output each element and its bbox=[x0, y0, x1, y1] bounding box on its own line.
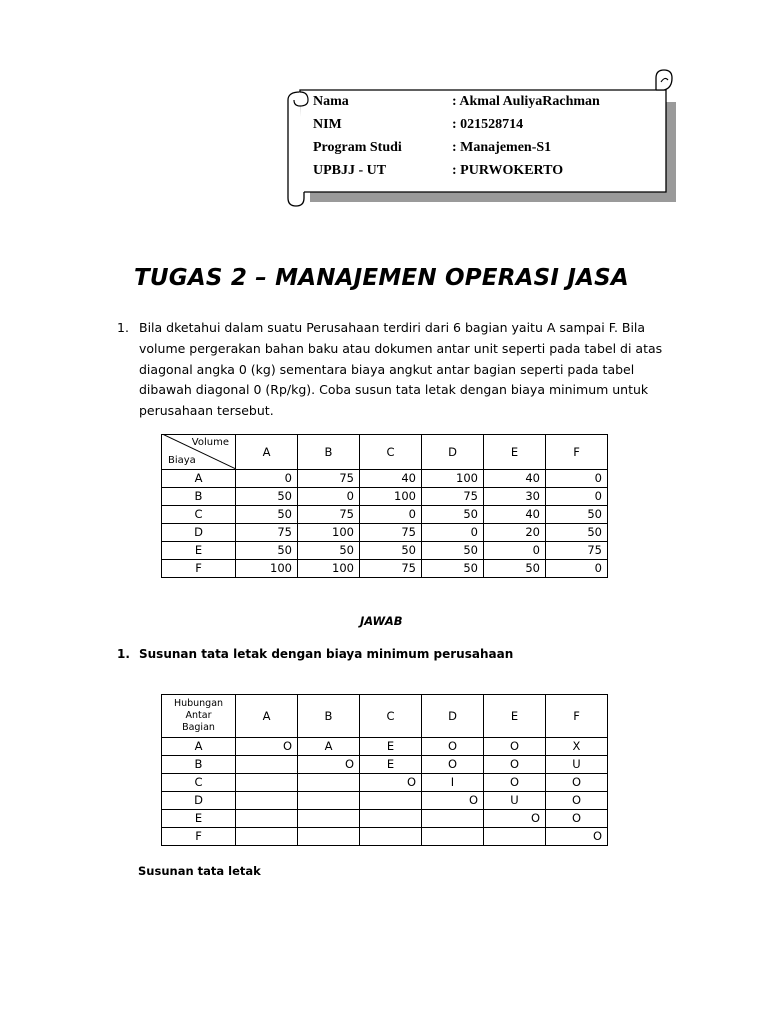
relation-cell: O bbox=[484, 774, 546, 792]
relation-table bbox=[161, 694, 608, 846]
table-row bbox=[162, 560, 608, 578]
corner-label-biaya: Biaya bbox=[168, 455, 196, 466]
table-cell: 50 bbox=[484, 560, 546, 578]
identity-value: : 021528714 bbox=[452, 117, 524, 132]
table-cell: 75 bbox=[360, 524, 422, 542]
table-cell: 20 bbox=[484, 524, 546, 542]
column-header: B bbox=[298, 435, 360, 470]
identity-value: : Akmal AuliyaRachman bbox=[452, 94, 600, 109]
table-cell: 40 bbox=[484, 506, 546, 524]
relation-cell: O bbox=[422, 792, 484, 810]
column-header: C bbox=[360, 695, 422, 738]
table-cell: 75 bbox=[236, 524, 298, 542]
relation-cell bbox=[298, 810, 360, 828]
table-cell: 40 bbox=[484, 470, 546, 488]
relation-cell: I bbox=[422, 774, 484, 792]
column-header: C bbox=[360, 435, 422, 470]
table-row bbox=[162, 524, 608, 542]
question-line: perusahaan tersebut. bbox=[139, 403, 274, 419]
table-cell: 100 bbox=[422, 470, 484, 488]
table-cell: 50 bbox=[236, 488, 298, 506]
column-header: F bbox=[546, 695, 608, 738]
table-row bbox=[162, 828, 608, 846]
layout-heading: Susunan tata letak bbox=[138, 864, 261, 878]
table-row bbox=[162, 774, 608, 792]
column-header: F bbox=[546, 435, 608, 470]
row-label: C bbox=[162, 506, 236, 524]
table-cell: 40 bbox=[360, 470, 422, 488]
row-label: F bbox=[162, 560, 236, 578]
table-corner-cell bbox=[162, 435, 236, 470]
relation-cell: O bbox=[484, 738, 546, 756]
table-cell: 100 bbox=[236, 560, 298, 578]
relation-cell bbox=[298, 792, 360, 810]
question-line: Bila dketahui dalam suatu Perusahaan terdiri dari 6 bagian yaitu A sampai F. Bila bbox=[139, 320, 646, 335]
relation-cell bbox=[236, 774, 298, 792]
relation-cell: O bbox=[546, 792, 608, 810]
table-cell: 0 bbox=[546, 470, 608, 488]
column-header: D bbox=[422, 435, 484, 470]
question-line: diagonal angka 0 (kg) sementara biaya angkut antar bagian seperti pada tabel bbox=[139, 361, 635, 377]
row-label: B bbox=[162, 488, 236, 506]
relation-cell: O bbox=[422, 738, 484, 756]
table-cell: 50 bbox=[422, 542, 484, 560]
row-label: D bbox=[162, 524, 236, 542]
relation-cell bbox=[236, 810, 298, 828]
column-header: D bbox=[422, 695, 484, 738]
identity-value: : PURWOKERTO bbox=[452, 163, 564, 178]
table-cell: 75 bbox=[298, 506, 360, 524]
relation-cell: E bbox=[360, 738, 422, 756]
table-cell: 75 bbox=[360, 560, 422, 578]
table-row bbox=[162, 506, 608, 524]
table-row bbox=[162, 488, 608, 506]
table-cell: 0 bbox=[546, 488, 608, 506]
relation-cell bbox=[236, 792, 298, 810]
relation-cell: U bbox=[484, 792, 546, 810]
table-cell: 0 bbox=[236, 470, 298, 488]
relation-cell: E bbox=[360, 756, 422, 774]
relation-cell bbox=[298, 774, 360, 792]
question-line: volume pergerakan bahan baku atau dokumen antar unit seperti pada tabel di atas bbox=[139, 340, 663, 356]
relation-cell bbox=[236, 828, 298, 846]
row-label: A bbox=[162, 470, 236, 488]
question-1 bbox=[117, 318, 677, 422]
identity-label: Program Studi bbox=[313, 140, 402, 155]
table-row bbox=[162, 810, 608, 828]
table-cell: 50 bbox=[236, 506, 298, 524]
relation-cell bbox=[236, 756, 298, 774]
relation-cell bbox=[298, 828, 360, 846]
table-cell: 0 bbox=[360, 506, 422, 524]
relation-header-line: Bagian bbox=[182, 722, 215, 733]
table-row bbox=[162, 792, 608, 810]
row-label: E bbox=[162, 810, 236, 828]
table-cell: 50 bbox=[298, 542, 360, 560]
column-header: A bbox=[236, 435, 298, 470]
table-cell: 0 bbox=[422, 524, 484, 542]
table-cell: 75 bbox=[298, 470, 360, 488]
table-cell: 0 bbox=[546, 560, 608, 578]
relation-cell: A bbox=[298, 738, 360, 756]
table-cell: 0 bbox=[298, 488, 360, 506]
table-cell: 0 bbox=[484, 542, 546, 560]
row-label: A bbox=[162, 738, 236, 756]
table-cell: 30 bbox=[484, 488, 546, 506]
relation-header-line: Hubungan bbox=[173, 698, 224, 709]
volume-table-body bbox=[162, 470, 608, 578]
relation-cell: O bbox=[546, 774, 608, 792]
relation-cell bbox=[360, 792, 422, 810]
answer-number: 1. bbox=[117, 647, 130, 661]
question-text bbox=[139, 318, 677, 422]
question-line: dibawah diagonal 0 (Rp/kg). Coba susun tata letak dengan biaya minimum untuk bbox=[139, 382, 649, 398]
answer-heading: JAWAB bbox=[360, 614, 403, 628]
table-cell: 50 bbox=[546, 506, 608, 524]
table-row bbox=[162, 542, 608, 560]
relation-header-cell bbox=[162, 695, 236, 738]
relation-cell: O bbox=[236, 738, 298, 756]
row-label: F bbox=[162, 828, 236, 846]
relation-cell: O bbox=[360, 774, 422, 792]
corner-label-volume: Volume bbox=[191, 437, 229, 448]
relation-cell bbox=[484, 828, 546, 846]
identity-label: Nama bbox=[313, 94, 349, 109]
table-cell: 100 bbox=[298, 560, 360, 578]
row-label: B bbox=[162, 756, 236, 774]
table-cell: 50 bbox=[422, 506, 484, 524]
table-cell: 100 bbox=[298, 524, 360, 542]
table-row bbox=[162, 756, 608, 774]
relation-cell bbox=[360, 810, 422, 828]
answer-text: Susunan tata letak dengan biaya minimum perusahaan bbox=[139, 647, 514, 661]
column-header: B bbox=[298, 695, 360, 738]
table-cell: 75 bbox=[422, 488, 484, 506]
table-row bbox=[162, 470, 608, 488]
relation-cell: X bbox=[546, 738, 608, 756]
relation-cell: O bbox=[298, 756, 360, 774]
column-header: E bbox=[484, 435, 546, 470]
table-row bbox=[162, 738, 608, 756]
table-cell: 50 bbox=[360, 542, 422, 560]
table-header-row bbox=[162, 435, 608, 470]
relation-cell bbox=[422, 810, 484, 828]
table-cell: 100 bbox=[360, 488, 422, 506]
row-label: C bbox=[162, 774, 236, 792]
relation-cell: O bbox=[484, 810, 546, 828]
table-header-row bbox=[162, 695, 608, 738]
relation-cell: O bbox=[422, 756, 484, 774]
identity-label: NIM bbox=[313, 117, 342, 132]
table-cell: 50 bbox=[422, 560, 484, 578]
table-cell: 50 bbox=[236, 542, 298, 560]
column-header: E bbox=[484, 695, 546, 738]
relation-cell bbox=[360, 828, 422, 846]
relation-header-line: Antar bbox=[185, 710, 212, 721]
volume-cost-table bbox=[161, 434, 608, 578]
table-cell: 50 bbox=[546, 524, 608, 542]
row-label: E bbox=[162, 542, 236, 560]
relation-table-body bbox=[162, 738, 608, 846]
answer-1 bbox=[117, 647, 513, 661]
relation-cell: O bbox=[484, 756, 546, 774]
relation-cell: O bbox=[546, 810, 608, 828]
identity-value: : Manajemen-S1 bbox=[452, 140, 552, 155]
document-title: TUGAS 2 – MANAJEMEN OPERASI JASA bbox=[134, 265, 629, 291]
relation-cell: U bbox=[546, 756, 608, 774]
row-label: D bbox=[162, 792, 236, 810]
question-number: 1. bbox=[117, 320, 129, 335]
relation-cell: O bbox=[546, 828, 608, 846]
identity-label: UPBJJ - UT bbox=[313, 163, 387, 178]
relation-cell bbox=[422, 828, 484, 846]
column-header: A bbox=[236, 695, 298, 738]
table-cell: 75 bbox=[546, 542, 608, 560]
